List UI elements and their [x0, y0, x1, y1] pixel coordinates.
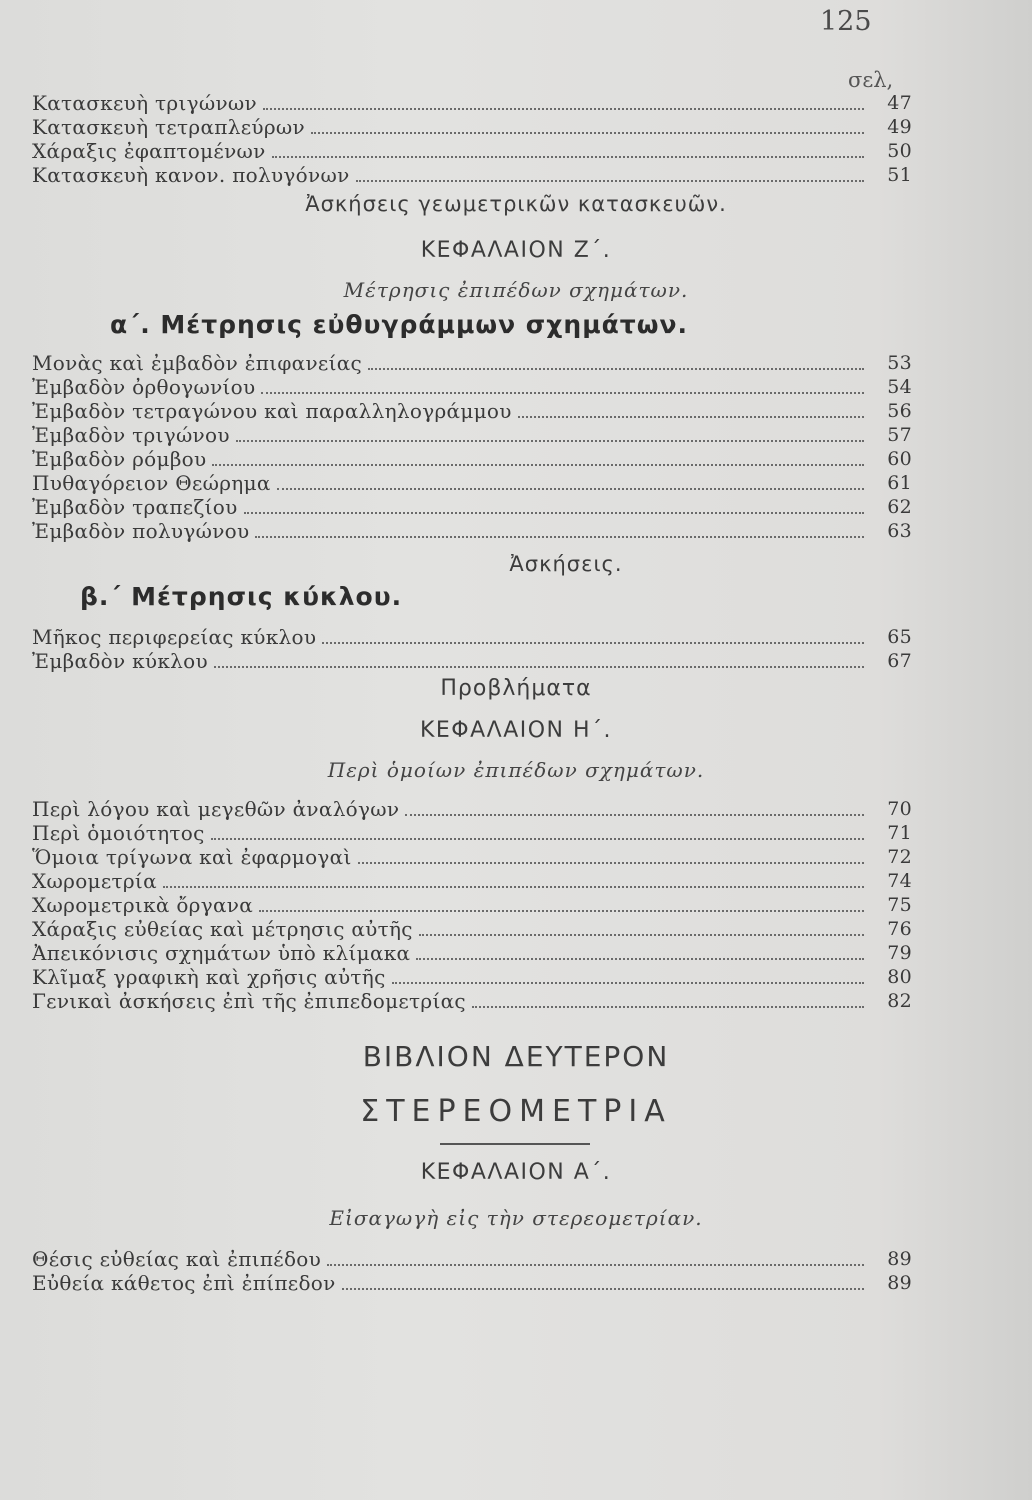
toc-entry-page: 76	[887, 918, 912, 940]
toc-entry-page: 50	[887, 140, 912, 162]
toc-entry[interactable]	[32, 940, 912, 964]
dot-leader	[255, 535, 864, 538]
toc-entry-page: 79	[887, 942, 912, 964]
dot-leader	[327, 1263, 864, 1266]
toc-entry-title: Κατασκευὴ τριγώνων	[32, 91, 257, 115]
toc-entry[interactable]	[32, 494, 912, 518]
toc-entry[interactable]	[32, 398, 912, 422]
toc-entry-title: Κατασκευὴ τετραπλεύρων	[32, 115, 305, 139]
toc-entry[interactable]	[32, 820, 912, 844]
toc-entry[interactable]	[32, 470, 912, 494]
toc-entry-title: Ἐμβαδὸν πολυγώνου	[32, 519, 250, 543]
section-divider	[440, 1143, 590, 1145]
dot-leader	[472, 1005, 864, 1008]
toc-entry[interactable]	[32, 916, 912, 940]
toc-entry-page: 47	[887, 92, 912, 114]
dot-leader	[259, 909, 864, 912]
dot-leader	[212, 463, 864, 466]
dot-leader	[419, 933, 864, 936]
toc-entry-title: Χωρομετρικὰ ὄργανα	[32, 893, 254, 917]
toc-entry-title: Χωρομετρία	[32, 869, 157, 893]
toc-entry-page: 62	[887, 496, 912, 518]
page-column-label: σελ,	[848, 68, 894, 92]
toc-entry[interactable]	[32, 988, 912, 1012]
toc-entry-page: 57	[887, 424, 912, 446]
dot-leader	[263, 107, 864, 110]
dot-leader	[163, 885, 864, 888]
toc-entry[interactable]	[32, 518, 912, 542]
dot-leader	[392, 981, 864, 984]
toc-entry-title: Εὐθεία κάθετος ἐπὶ ἐπίπεδον	[32, 1271, 336, 1295]
toc-entry[interactable]	[32, 374, 912, 398]
toc-entry-title: Χάραξις ἐφαπτομένων	[32, 139, 266, 163]
toc-entry-page: 60	[887, 448, 912, 470]
toc-entry[interactable]	[32, 90, 912, 114]
toc-entry[interactable]	[32, 162, 912, 186]
page-number: 125	[820, 6, 872, 37]
toc-entry[interactable]	[32, 844, 912, 868]
toc-entry[interactable]	[32, 892, 912, 916]
toc-entry[interactable]	[32, 796, 912, 820]
toc-entry-title: Ὅμοια τρίγωνα καὶ ἐφαρμογαὶ	[32, 845, 352, 869]
toc-entry-page: 72	[887, 846, 912, 868]
chapter-z-subtitle: Μέτρησις ἐπιπέδων σχημάτων.	[343, 278, 689, 302]
dot-leader	[342, 1287, 864, 1290]
toc-entry-page: 67	[887, 650, 912, 672]
dot-leader	[236, 439, 864, 442]
chapter-h-subtitle: Περὶ ὁμοίων ἐπιπέδων σχημάτων.	[327, 758, 705, 782]
dot-leader	[211, 837, 864, 840]
toc-entry-title: Κατασκευὴ κανον. πολυγόνων	[32, 163, 350, 187]
toc-entry-title: Ἐμβαδὸν ὀρθογωνίου	[32, 375, 256, 399]
toc-entry-page: 53	[887, 352, 912, 374]
toc-entry[interactable]	[32, 1246, 912, 1270]
toc-entry-page: 75	[887, 894, 912, 916]
dot-leader	[518, 415, 864, 418]
toc-entry-page: 54	[887, 376, 912, 398]
toc-entry-title: Ἐμβαδὸν τραπεζίου	[32, 495, 238, 519]
toc-entry-page: 71	[887, 822, 912, 844]
exercises-geometric-heading: Ἀσκήσεις γεωμετρικῶν κατασκευῶν.	[305, 192, 727, 216]
toc-entry-page: 89	[887, 1248, 912, 1270]
toc-entry-title: Κλῖμαξ γραφικὴ καὶ χρῆσις αὐτῆς	[32, 965, 386, 989]
book-two-heading: ΒΙΒΛΙΟΝ ΔΕΥΤΕΡΟΝ	[362, 1040, 670, 1073]
toc-entry-page: 51	[887, 164, 912, 186]
toc-entry-title: Μῆκος περιφερείας κύκλου	[32, 625, 317, 649]
toc-entry-page: 63	[887, 520, 912, 542]
chapter-a-heading: ΚΕΦΑΛΑΙΟΝ Α΄.	[420, 1160, 612, 1185]
toc-entry[interactable]	[32, 114, 912, 138]
chapter-a-subtitle: Εἰσαγωγὴ εἰς τὴν στερεομετρίαν.	[329, 1206, 703, 1230]
toc-entry[interactable]	[32, 422, 912, 446]
dot-leader	[416, 957, 864, 960]
chapter-h-heading: ΚΕΦΑΛΑΙΟΝ Η΄.	[419, 718, 613, 743]
toc-entry-title: Περὶ ὁμοιότητος	[32, 821, 205, 845]
toc-entry[interactable]	[32, 964, 912, 988]
toc-entry-title: Ἐμβαδὸν κύκλου	[32, 649, 208, 673]
dot-leader	[358, 861, 864, 864]
toc-entry-title: Πυθαγόρειον Θεώρημα	[32, 471, 271, 495]
toc-entry-title: Ἐμβαδὸν τριγώνου	[32, 423, 230, 447]
toc-entry-page: 49	[887, 116, 912, 138]
toc-entry-title: Γενικαὶ ἀσκήσεις ἐπὶ τῆς ἐπιπεδομετρίας	[32, 989, 466, 1013]
dot-leader	[322, 641, 864, 644]
toc-entry-page: 89	[887, 1272, 912, 1294]
dot-leader	[405, 813, 864, 816]
toc-entry[interactable]	[32, 138, 912, 162]
toc-entry-page: 61	[887, 472, 912, 494]
dot-leader	[277, 487, 864, 490]
toc-entry-title: Ἐμβαδὸν ρόμβου	[32, 447, 207, 471]
section-b-heading: β.΄ Μέτρησις κύκλου.	[80, 582, 403, 611]
chapter-z-heading: ΚΕΦΑΛΑΙΟΝ Ζ΄.	[420, 238, 612, 263]
toc-entry[interactable]	[32, 446, 912, 470]
toc-entry-title: Θέσις εὐθείας καὶ ἐπιπέδου	[32, 1247, 322, 1271]
toc-entry[interactable]	[32, 868, 912, 892]
problems-heading: Προβλήματα	[440, 676, 592, 701]
toc-entry-page: 65	[887, 626, 912, 648]
toc-entry-page: 70	[887, 798, 912, 820]
exercises-heading: Ἀσκήσεις.	[509, 552, 623, 576]
dot-leader	[272, 155, 864, 158]
toc-entry-title: Χάραξις εὐθείας καὶ μέτρησις αὐτῆς	[32, 917, 413, 941]
toc-entry[interactable]	[32, 1270, 912, 1294]
toc-entry-title: Περὶ λόγου καὶ μεγεθῶν ἀναλόγων	[32, 797, 400, 821]
dot-leader	[244, 511, 864, 514]
toc-entry-page: 82	[887, 990, 912, 1012]
toc-entry-title: Ἀπεικόνισις σχημάτων ὑπὸ κλίμακα	[32, 941, 411, 965]
dot-leader	[311, 131, 864, 134]
dot-leader	[261, 391, 864, 394]
dot-leader	[356, 179, 864, 182]
toc-entry[interactable]	[32, 624, 912, 648]
toc-entry[interactable]	[32, 648, 912, 672]
toc-entry-title: Μονὰς καὶ ἐμβαδὸν ἐπιφανείας	[32, 351, 363, 375]
dot-leader	[368, 367, 864, 370]
toc-entry[interactable]	[32, 350, 912, 374]
section-a-heading: α΄. Μέτρησις εὐθυγράμμων σχημάτων.	[110, 310, 688, 339]
toc-entry-page: 80	[887, 966, 912, 988]
toc-entry-title: Ἐμβαδὸν τετραγώνου καὶ παραλληλογράμμου	[32, 399, 512, 423]
stereometry-heading: ΣΤΕΡΕΟΜΕΤΡΙΑ	[360, 1094, 672, 1129]
dot-leader	[214, 665, 864, 668]
toc-entry-page: 74	[887, 870, 912, 892]
toc-entry-page: 56	[887, 400, 912, 422]
